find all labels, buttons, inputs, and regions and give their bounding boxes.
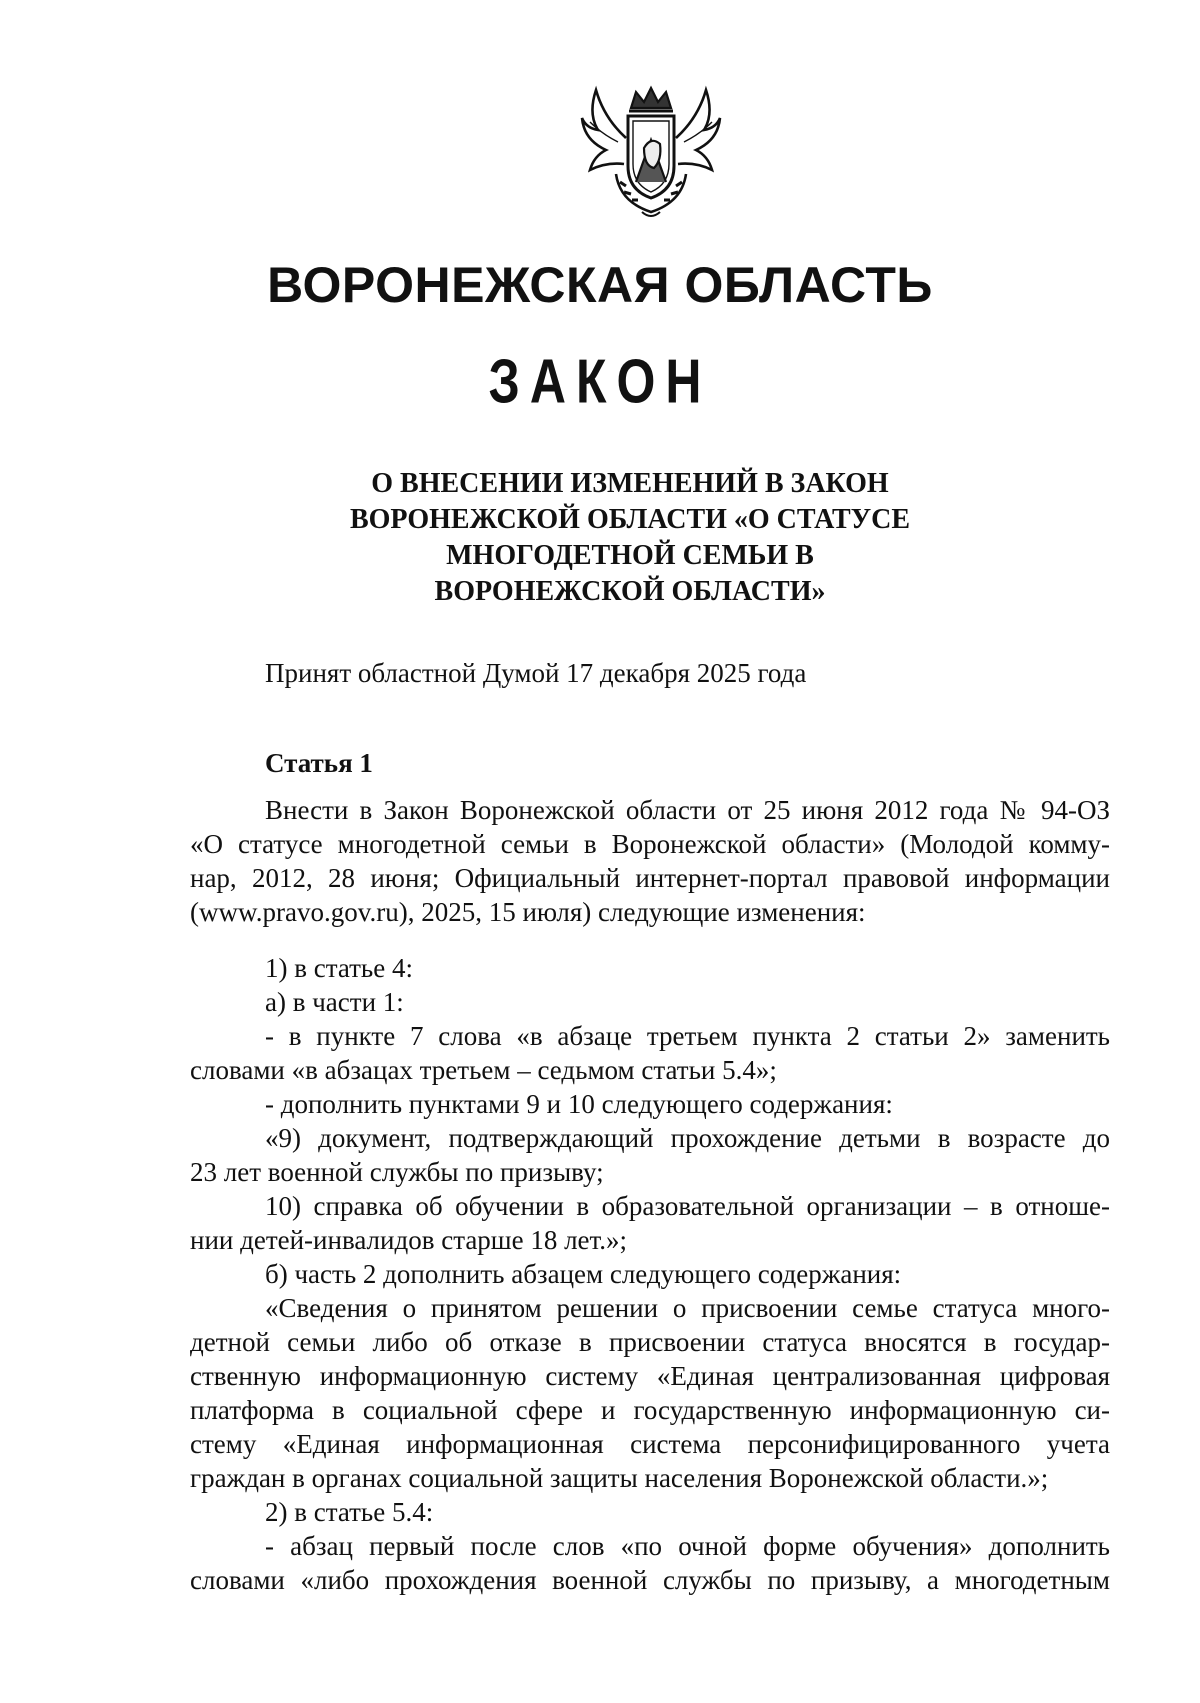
body-line: - абзац первый после слов «по очной форме обучения» дополнить <box>265 1531 1110 1561</box>
body-line: словами «в абзацах третьем – седьмом статьи 5.4»; <box>190 1055 777 1085</box>
body-line: «О статусе многодетной семьи в Воронежской области» (Молодой комму- <box>190 829 1110 859</box>
adoption-date: Принят областной Думой 17 декабря 2025 года <box>265 658 807 688</box>
body-line: «Сведения о принятом решении о присвоении семье статуса много- <box>265 1293 1110 1323</box>
body-line: детной семьи либо об отказе в присвоении статуса вносятся в государ- <box>190 1327 1110 1357</box>
body-line: 2) в статье 5.4: <box>265 1497 434 1527</box>
body-line: нии детей-инвалидов старше 18 лет.»; <box>190 1225 628 1255</box>
body-line: б) часть 2 дополнить абзацем следующего содержания: <box>265 1259 902 1289</box>
body-line: нар, 2012, 28 июня; Официальный интернет-портал правовой информации <box>190 863 1110 893</box>
article-body <box>190 793 1110 1597</box>
law-title-line: ВОРОНЕЖСКОЙ ОБЛАСТИ» <box>434 576 826 607</box>
law-title-line: МНОГОДЕТНОЙ СЕМЬИ В <box>446 540 814 571</box>
body-line: 10) справка об обучении в образовательной организации – в отноше- <box>265 1191 1110 1221</box>
paragraph-spacer <box>190 929 1110 951</box>
body-line: а) в части 1: <box>265 987 404 1017</box>
body-line: (www.pravo.gov.ru), 2025, 15 июля) следующие изменения: <box>190 897 866 927</box>
body-line: граждан в органах социальной защиты населения Воронежской области.»; <box>190 1463 1049 1493</box>
body-line: 1) в статье 4: <box>265 953 413 983</box>
body-line: «9) документ, подтверждающий прохождение детьми в возрасте до <box>265 1123 1110 1153</box>
body-line: ственную информационную систему «Единая централизованная цифровая <box>190 1361 1110 1391</box>
law-title-line: ВОРОНЕЖСКОЙ ОБЛАСТИ «О СТАТУСЕ <box>349 504 911 535</box>
document-type: ЗАКОН <box>488 346 712 416</box>
law-title <box>300 466 960 610</box>
article-heading: Статья 1 <box>265 748 373 778</box>
body-line: - дополнить пунктами 9 и 10 следующего содержания: <box>265 1089 893 1119</box>
region-title: ВОРОНЕЖСКАЯ ОБЛАСТЬ <box>267 257 933 313</box>
body-line: словами «либо прохождения военной службы по призыву, а многодетным <box>190 1565 1110 1595</box>
law-title-line: О ВНЕСЕНИИ ИЗМЕНЕНИЙ В ЗАКОН <box>371 468 889 499</box>
body-line: 23 лет военной службы по призыву; <box>190 1157 604 1187</box>
body-line: Внести в Закон Воронежской области от 25 июня 2012 года № 94-ОЗ <box>265 795 1110 825</box>
body-line: платформа в социальной сфере и государственную информационную си- <box>190 1395 1110 1425</box>
body-line: - в пункте 7 слова «в абзаце третьем пункта 2 статьи 2» заменить <box>265 1021 1110 1051</box>
coat-of-arms-icon <box>576 78 726 220</box>
body-line: стему «Единая информационная система персонифицированного учета <box>190 1429 1110 1459</box>
